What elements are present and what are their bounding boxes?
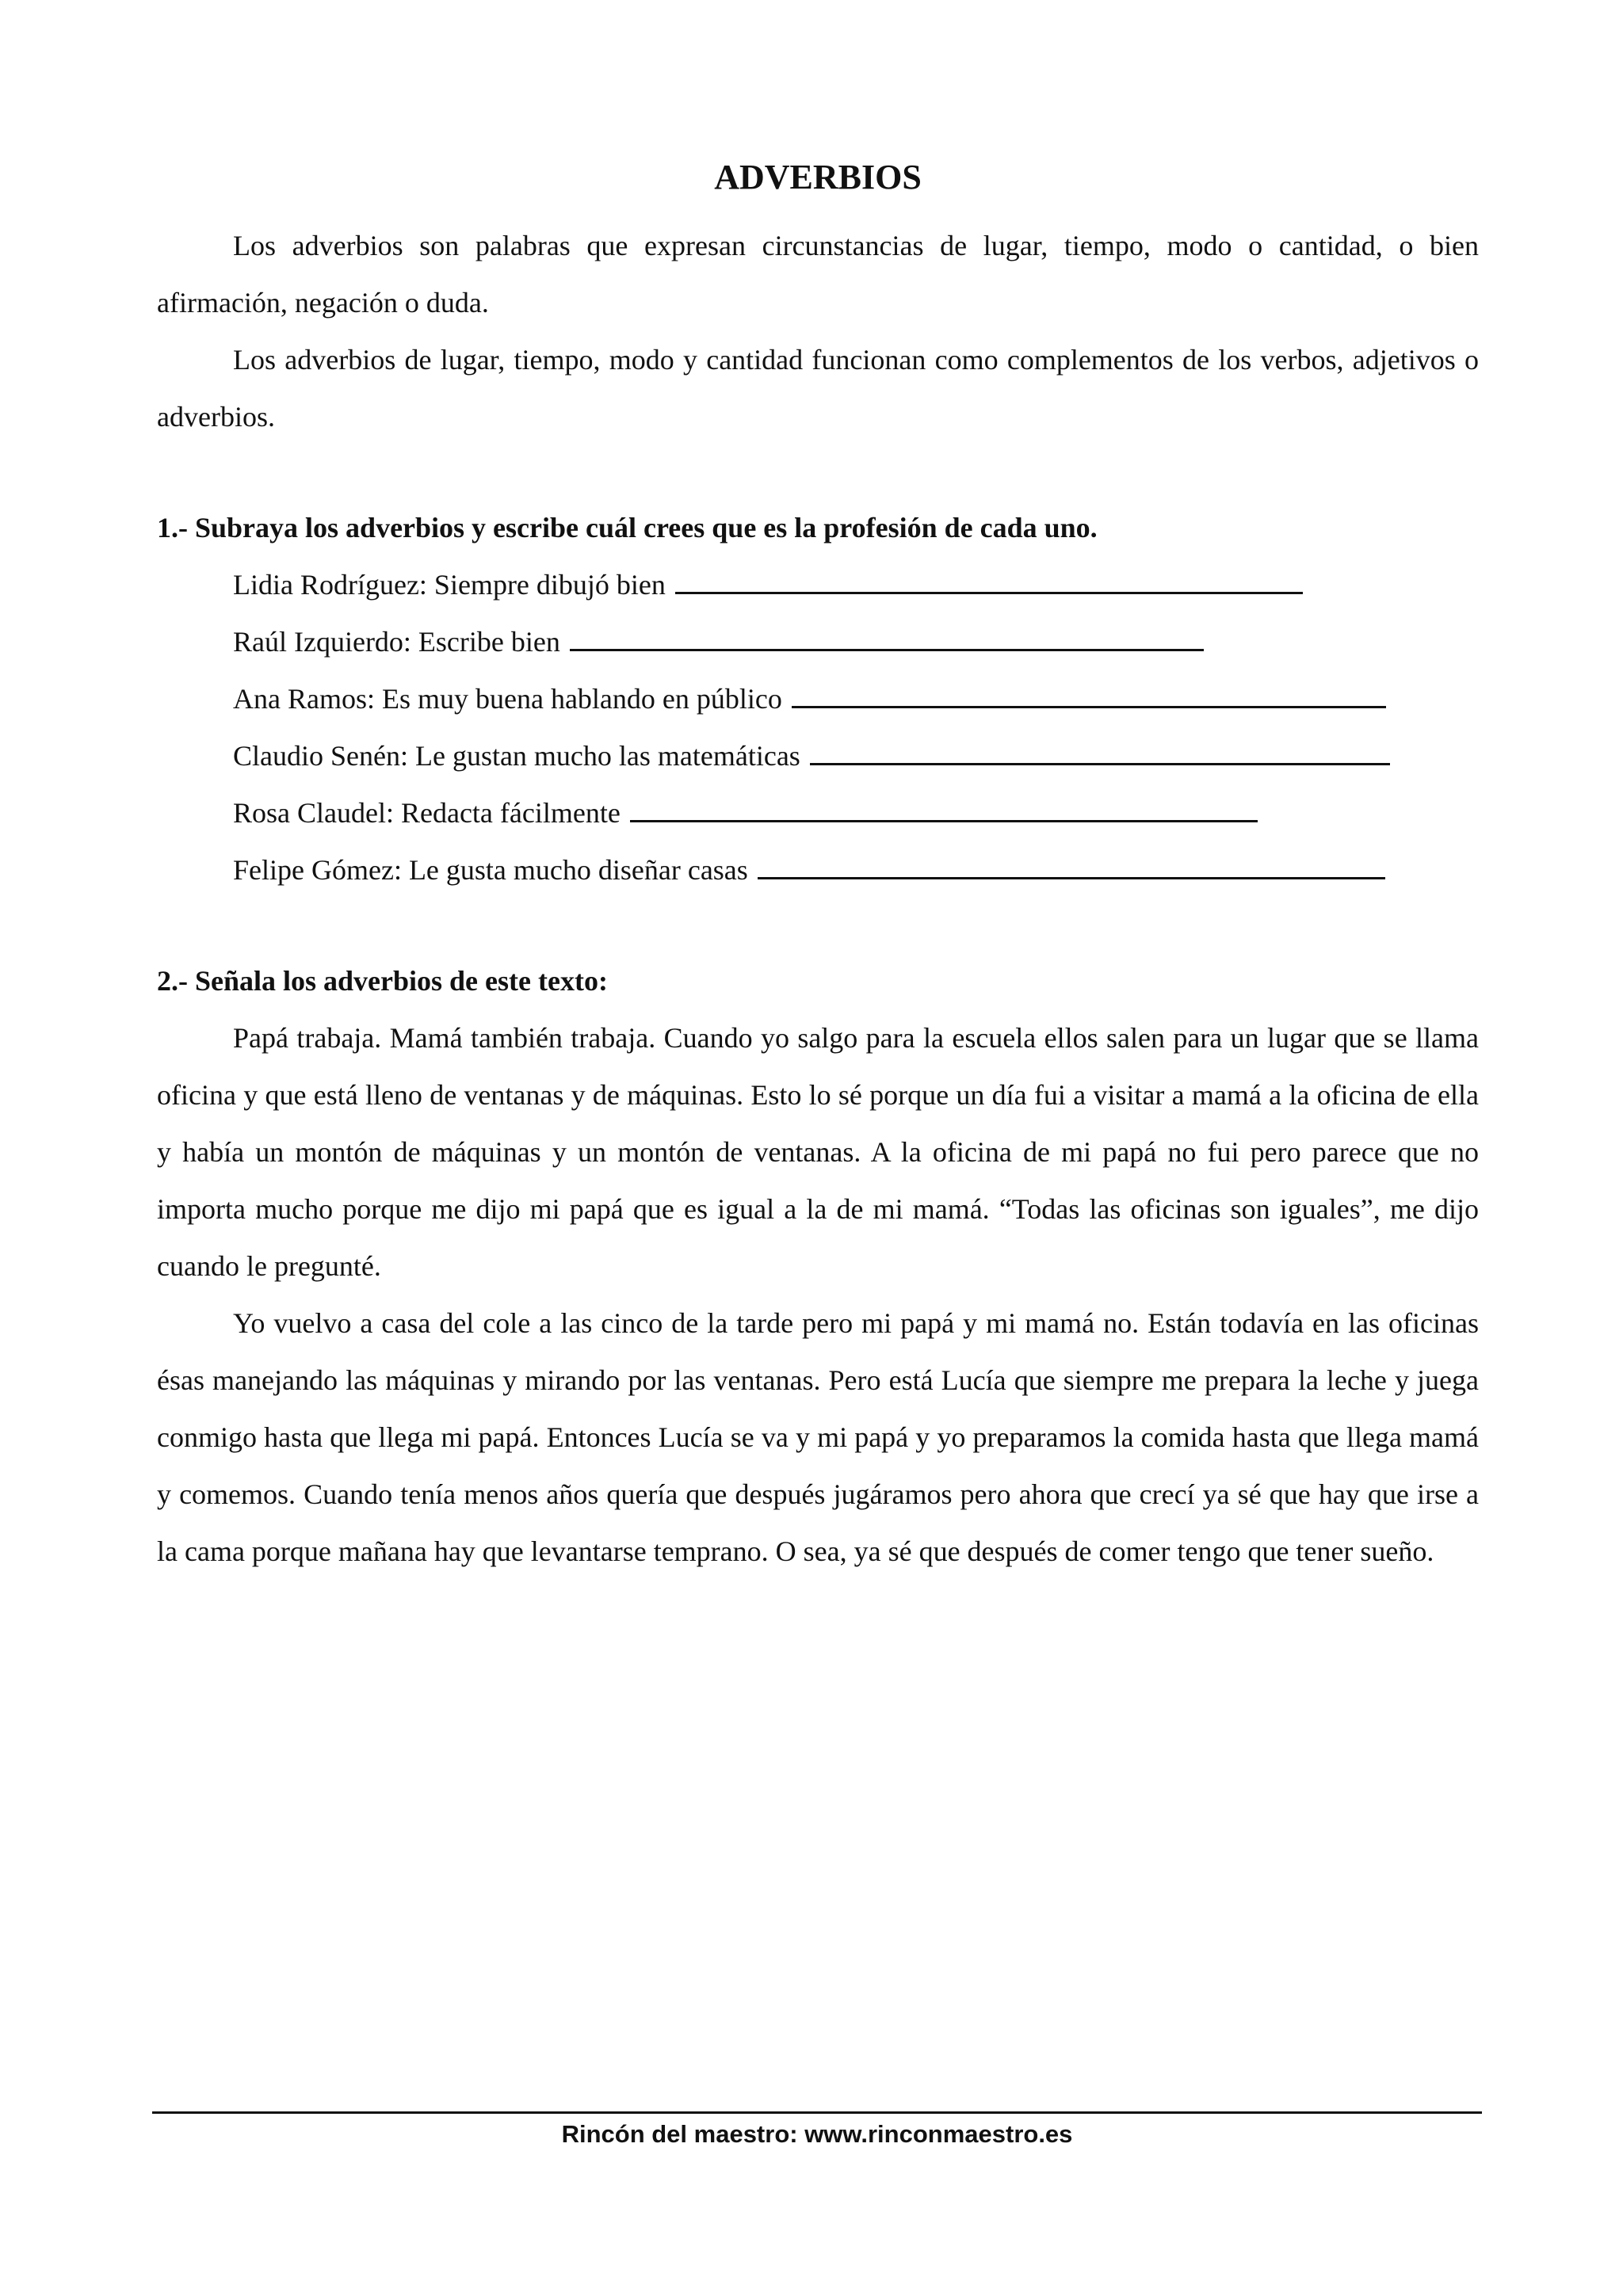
exercise-1-item-text: Raúl Izquierdo: Escribe bien xyxy=(233,626,560,658)
footer-credit: Rincón del maestro: www.rinconmaestro.es xyxy=(561,2120,1073,2148)
section-spacer xyxy=(157,445,1479,499)
exercise-1-item xyxy=(157,556,1479,613)
page-title: ADVERBIOS xyxy=(714,158,922,196)
intro-paragraph-2: Los adverbios de lugar, tiempo, modo y cantidad funcionan como complementos de los verbos, adjetivos o adverbios. xyxy=(157,344,1479,433)
exercise-2-paragraph-2: Yo vuelvo a casa del cole a las cinco de la tarde pero mi papá y mi mamá no. Están todavía en las oficinas ésas manejando las máquinas y mirando por las ventanas. Pero está Lucía que siempre me prepara la leche y juega conmigo hasta que llega mi papá. Entonces Lucía se va y mi papá y yo preparamos la comida hasta que llega mamá y comemos. Cuando tenía menos años quería que después jugáramos pero ahora que crecí ya sé que hay que irse a la cama porque mañana hay que levantarse temprano. O sea, ya sé que después de comer tengo que tener sueño. xyxy=(157,1307,1479,1567)
exercise-1-item-text: Rosa Claudel: Redacta fácilmente xyxy=(233,797,621,829)
answer-line[interactable] xyxy=(792,682,1386,708)
answer-line[interactable] xyxy=(810,739,1390,765)
exercise-1-item-text: Lidia Rodríguez: Siempre dibujó bien xyxy=(233,569,666,601)
exercise-1-item-text: Felipe Gómez: Le gusta mucho diseñar casas xyxy=(233,854,748,886)
answer-line[interactable] xyxy=(675,568,1303,594)
intro-paragraph-1: Los adverbios son palabras que expresan circunstancias de lugar, tiempo, modo o cantidad, o bien afirmación, negación o duda. xyxy=(157,230,1479,318)
exercise-2-heading: 2.- Señala los adverbios de este texto: xyxy=(157,965,608,997)
exercise-1-item-text: Claudio Senén: Le gustan mucho las matemáticas xyxy=(233,740,800,772)
answer-line[interactable] xyxy=(758,853,1385,879)
answer-line[interactable] xyxy=(630,796,1258,822)
exercise-1-list xyxy=(157,556,1479,898)
exercise-1-item xyxy=(157,670,1479,727)
section-spacer xyxy=(157,898,1479,952)
exercise-1-item xyxy=(157,784,1479,841)
exercise-1-item-text: Ana Ramos: Es muy buena hablando en público xyxy=(233,683,782,715)
exercise-2-paragraph-1: Papá trabaja. Mamá también trabaja. Cuando yo salgo para la escuela ellos salen para un lugar que se llama oficina y que está lleno de ventanas y de máquinas. Esto lo sé porque un día fui a visitar a mamá a la oficina de ella y había un montón de máquinas y un montón de ventanas. A la oficina de mi papá no fui pero parece que no importa mucho porque me dijo mi papá que es igual a la de mi mamá. “Todas las oficinas son iguales”, me dijo cuando le pregunté. xyxy=(157,1022,1479,1282)
exercise-1-item xyxy=(157,727,1479,784)
exercise-1-item xyxy=(157,613,1479,670)
exercise-1-item xyxy=(157,841,1479,898)
footer-divider xyxy=(152,2111,1482,2114)
exercise-1-heading: 1.- Subraya los adverbios y escribe cuál crees que es la profesión de cada uno. xyxy=(157,512,1098,543)
answer-line[interactable] xyxy=(570,625,1204,651)
worksheet-content xyxy=(157,155,1479,1580)
